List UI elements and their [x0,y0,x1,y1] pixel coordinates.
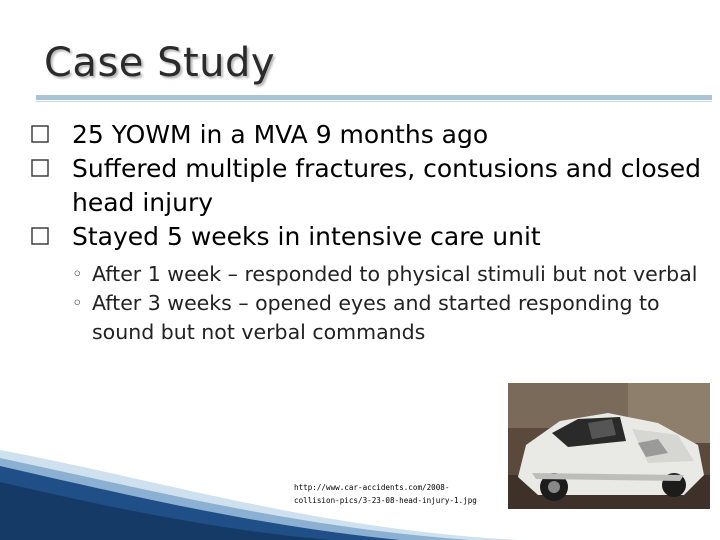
bullet-item [30,220,710,254]
checkbox-bullet-icon [30,158,50,178]
sub-bullet-list [30,260,710,347]
bullet-text: Suffered multiple fractures, contusions and closed head injury [72,154,701,217]
bullet-item [30,118,710,152]
sub-bullet-text: After 1 week – responded to physical stimuli but not verbal [92,262,698,286]
sub-bullet-item [30,289,710,347]
title-divider [36,95,712,100]
checkbox-bullet-icon [30,226,50,246]
circle-bullet-icon: ◦ [72,264,83,285]
bullet-text: Stayed 5 weeks in intensive care unit [72,222,541,251]
bullet-list [30,118,710,347]
image-credit-link[interactable]: http://www.car-accidents.com/2008-collision-pics/3-23-08-head-injury-1.jpg [294,483,477,505]
checkbox-bullet-icon [30,124,50,144]
bullet-text: 25 YOWM in a MVA 9 months ago [72,120,489,149]
sub-bullet-item [30,260,710,289]
bullet-item [30,152,710,220]
car-crash-photo [508,383,710,509]
title-divider-thin [36,101,712,102]
slide-title: Case Study [44,40,276,86]
circle-bullet-icon: ◦ [72,293,83,314]
sub-bullet-text: After 3 weeks – opened eyes and started responding to sound but not verbal commands [92,291,660,344]
